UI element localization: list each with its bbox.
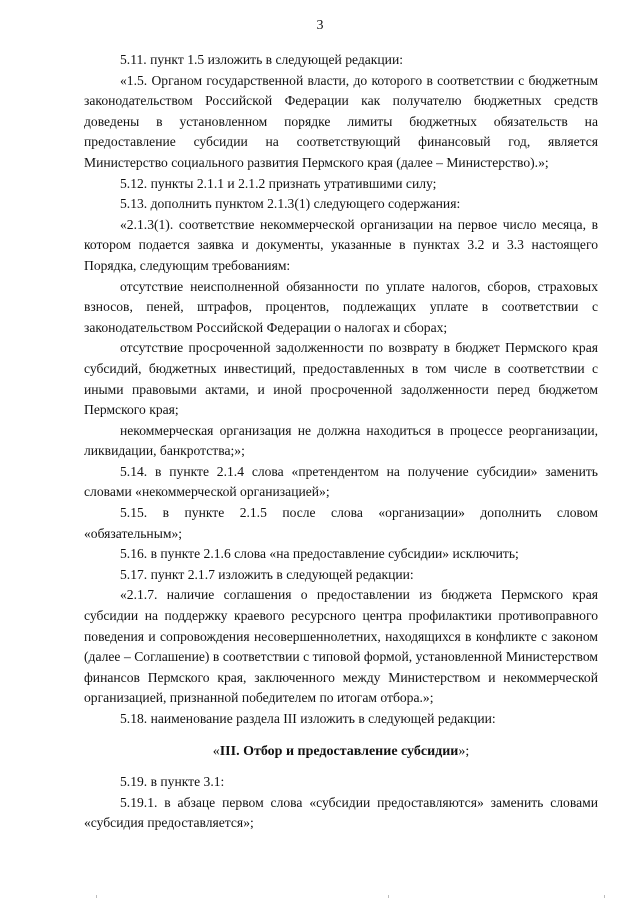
paragraph-5-16: 5.16. в пункте 2.1.6 слова «на предоставление субсидии» исключить; xyxy=(120,546,519,562)
paragraph-5-18: 5.18. наименование раздела III изложить в следующей редакции: xyxy=(120,711,496,726)
paragraph-5-11: 5.11. пункт 1.5 изложить в следующей редакции: xyxy=(120,52,404,67)
document-body xyxy=(84,50,598,834)
paragraph-1-5-text: «1.5. Органом государственной власти, до которого в соответствии с бюджетным законодательством Российской Федерации как получателю бюджетных средств доведены в установленном порядке лимиты бюджетных обязательств на предоставление субсидии на соответствующий финансовый год, является Министерство социального развития Пермского края (далее – Министерство).»; xyxy=(84,72,598,170)
paragraph-5-15: 5.15. в пункте 2.1.5 после слова «организации» дополнить словом «обязательным»; xyxy=(84,505,598,541)
paragraph-no-overdue-debt: отсутствие просроченной задолженности по возврату в бюджет Пермского края субсидий, бюджетных инвестиций, предоставленных в том числе в соответствии с иными правовыми актами, и иной просроченной задолженности перед бюджетом Пермского края; xyxy=(84,340,598,418)
section-heading xyxy=(84,742,598,763)
paragraph-5-17: 5.17. пункт 2.1.7 изложить в следующей редакции: xyxy=(120,566,414,582)
paragraph-5-19: 5.19. в пункте 3.1: xyxy=(120,774,225,790)
heading-close: »; xyxy=(458,743,470,759)
scan-edge-marks xyxy=(0,895,640,899)
page-number: 3 xyxy=(316,18,324,33)
paragraph-2-1-3-1: «2.1.3(1). соответствие некоммерческой организации на первое число месяца, в котором подается заявка и документы, указанные в пунктах 3.2 и 3.3 настоящего Порядка, следующим требованиям: xyxy=(84,216,598,273)
paragraph-no-reorganization: некоммерческая организация не должна находиться в процессе реорганизации, ликвидации, банкротства;»; xyxy=(84,422,598,459)
paragraph-5-12: 5.12. пункты 2.1.1 и 2.1.2 признать утратившими силу; xyxy=(120,175,437,191)
paragraph-2-1-7: «2.1.7. наличие соглашения о предоставлении из бюджета Пермского края субсидии на поддержку краевого ресурсного центра профилактики противоправного поведения и сопровождения несовершеннолетних, находящихся в конфликте с законом (далее – Соглашение) в соответствии с типовой формой, установленной Министерством финансов Пермского края, заключенного между Министерством и некоммерческой организацией, признанной победителем по итогам отбора.»; xyxy=(84,587,598,706)
paragraph-5-14: 5.14. в пункте 2.1.4 слова «претендентом на получение субсидии» заменить словами «некоммерческой организацией»; xyxy=(84,463,598,500)
paragraph-5-13: 5.13. дополнить пунктом 2.1.3(1) следующего содержания: xyxy=(120,196,461,212)
paragraph-5-19-1: 5.19.1. в абзаце первом слова «субсидии предоставляются» заменить словами «субсидия предоставляется»; xyxy=(84,794,598,831)
heading-bold-text: III. Отбор и предоставление субсидии xyxy=(219,743,459,759)
heading-open-quote: « xyxy=(212,743,220,759)
paragraph-no-tax-debt: отсутствие неисполненной обязанности по уплате налогов, сборов, страховых взносов, пеней, штрафов, процентов, подлежащих уплате в соответствии с законодательством Российской Федерации о налогах и сборах; xyxy=(84,278,598,335)
